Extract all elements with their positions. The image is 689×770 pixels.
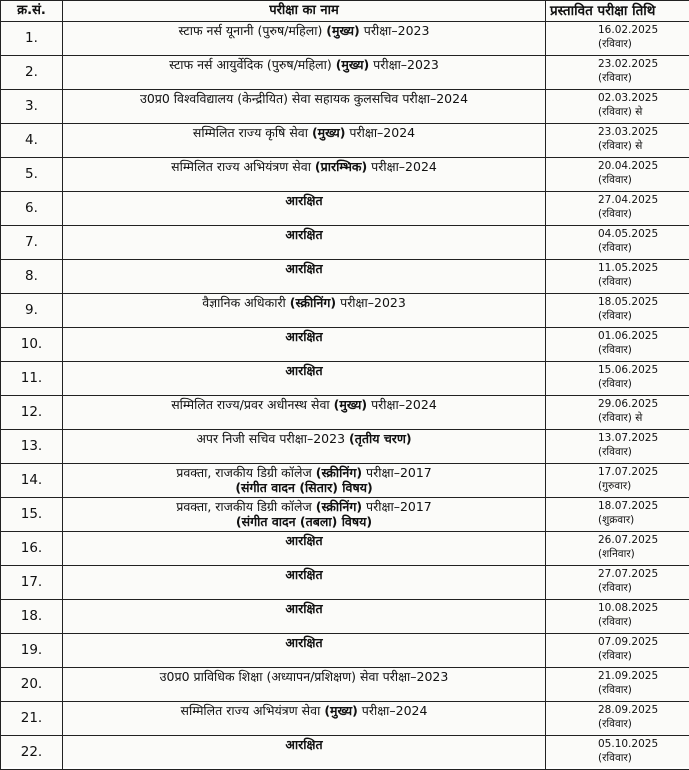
exam-name-text: उ0प्र0 विश्वविद्यालय (केन्द्रीयित) सेवा सहायक कुलसचिव परीक्षा–2024 — [140, 91, 468, 106]
exam-name — [63, 192, 546, 226]
exam-name-line — [160, 669, 449, 684]
exam-name-text: परीक्षा–2024 — [367, 397, 437, 412]
reserved-label: आरक्षित — [285, 227, 322, 242]
exam-name-emphasis: (मुख्य) — [336, 57, 369, 72]
table-row — [1, 430, 689, 464]
exam-name — [63, 90, 546, 124]
table-row — [1, 226, 689, 260]
exam-date: 18.05.2025 — [598, 295, 689, 309]
serial-number: 18. — [1, 600, 63, 634]
exam-name-emphasis: (मुख्य) — [312, 125, 345, 140]
exam-day: (रविवार) — [598, 683, 689, 697]
exam-date: 23.02.2025 — [598, 57, 689, 71]
table-row — [1, 498, 689, 532]
exam-name — [63, 634, 546, 668]
exam-name-line — [176, 465, 432, 480]
exam-name — [63, 566, 546, 600]
serial-number: 14. — [1, 464, 63, 498]
exam-subject: (संगीत वादन (सितार) विषय) — [63, 480, 545, 495]
exam-date-cell — [546, 464, 689, 498]
table-row — [1, 124, 689, 158]
exam-date-cell — [546, 226, 689, 260]
exam-name — [63, 328, 546, 362]
serial-number: 19. — [1, 634, 63, 668]
exam-day: (रविवार) — [598, 581, 689, 595]
table-row — [1, 294, 689, 328]
exam-date-cell — [546, 498, 689, 532]
reserved-label: आरक्षित — [285, 533, 322, 548]
exam-day: (रविवार) — [598, 615, 689, 629]
exam-name-text: सम्मिलित राज्य अभियंत्रण सेवा — [181, 703, 325, 718]
exam-name — [63, 396, 546, 430]
exam-date: 26.07.2025 — [598, 533, 689, 547]
exam-date-cell — [546, 362, 689, 396]
exam-name-emphasis: (मुख्य) — [334, 397, 367, 412]
table-row — [1, 362, 689, 396]
exam-date-cell — [546, 158, 689, 192]
exam-date: 17.07.2025 — [598, 465, 689, 479]
exam-subject: (संगीत वादन (तबला) विषय) — [63, 514, 545, 529]
table-row — [1, 702, 689, 736]
exam-day: (रविवार) — [598, 309, 689, 323]
exam-name-emphasis: (तृतीय चरण) — [349, 431, 412, 446]
exam-date: 10.08.2025 — [598, 601, 689, 615]
exam-day: (रविवार) — [598, 717, 689, 731]
exam-date: 05.10.2025 — [598, 737, 689, 751]
exam-day: (रविवार) — [598, 241, 689, 255]
exam-date-cell — [546, 90, 689, 124]
exam-date: 11.05.2025 — [598, 261, 689, 275]
exam-day: (रविवार) से — [598, 411, 689, 425]
exam-day: (रविवार) — [598, 207, 689, 221]
exam-day: (गुरुवार) — [598, 479, 689, 493]
exam-date: 29.06.2025 — [598, 397, 689, 411]
serial-number: 9. — [1, 294, 63, 328]
exam-day: (रविवार) — [598, 37, 689, 51]
exam-date-cell — [546, 396, 689, 430]
serial-number: 22. — [1, 736, 63, 770]
exam-date-cell — [546, 124, 689, 158]
serial-number: 13. — [1, 430, 63, 464]
exam-name — [63, 124, 546, 158]
exam-name — [63, 56, 546, 90]
exam-name — [63, 362, 546, 396]
exam-name-line — [179, 23, 430, 38]
reserved-label: आरक्षित — [285, 261, 322, 276]
exam-name-text: परीक्षा–2023 — [360, 23, 430, 38]
serial-number: 1. — [1, 22, 63, 56]
exam-name — [63, 22, 546, 56]
serial-number: 10. — [1, 328, 63, 362]
exam-day: (रविवार) — [598, 275, 689, 289]
exam-date-cell — [546, 532, 689, 566]
exam-name — [63, 498, 546, 532]
exam-name-text: परीक्षा–2024 — [367, 159, 437, 174]
exam-date: 20.04.2025 — [598, 159, 689, 173]
serial-number: 6. — [1, 192, 63, 226]
exam-date: 16.02.2025 — [598, 23, 689, 37]
exam-name-emphasis: (स्क्रीनिंग) — [316, 465, 362, 480]
serial-number: 20. — [1, 668, 63, 702]
reserved-label: आरक्षित — [285, 329, 322, 344]
exam-name — [63, 600, 546, 634]
exam-name-text: वैज्ञानिक अधिकारी — [202, 295, 290, 310]
exam-date: 27.07.2025 — [598, 567, 689, 581]
exam-name-emphasis: (स्क्रीनिंग) — [316, 499, 362, 514]
exam-day: (रविवार) — [598, 343, 689, 357]
exam-name-text: अपर निजी सचिव परीक्षा–2023 — [196, 431, 349, 446]
serial-number: 5. — [1, 158, 63, 192]
exam-name-text: सम्मिलित राज्य/प्रवर अधीनस्थ सेवा — [171, 397, 333, 412]
exam-date-cell — [546, 260, 689, 294]
exam-day: (रविवार) — [598, 649, 689, 663]
exam-name — [63, 532, 546, 566]
header-serial-number: क्र.सं. — [1, 1, 63, 22]
table-row — [1, 464, 689, 498]
reserved-label: आरक्षित — [285, 193, 322, 208]
exam-name-text: सम्मिलित राज्य अभियंत्रण सेवा — [171, 159, 315, 174]
exam-name — [63, 226, 546, 260]
table-row — [1, 22, 689, 56]
table-row — [1, 158, 689, 192]
exam-day: (रविवार) — [598, 173, 689, 187]
serial-number: 11. — [1, 362, 63, 396]
table-row — [1, 328, 689, 362]
exam-name-line — [181, 703, 428, 718]
serial-number: 3. — [1, 90, 63, 124]
exam-name-line — [193, 125, 415, 140]
reserved-label: आरक्षित — [285, 635, 322, 650]
serial-number: 21. — [1, 702, 63, 736]
table-row — [1, 56, 689, 90]
table-row — [1, 668, 689, 702]
exam-day: (रविवार) से — [598, 139, 689, 153]
exam-name-text: प्रवक्ता, राजकीय डिग्री कॉलेज — [176, 465, 316, 480]
serial-number: 8. — [1, 260, 63, 294]
reserved-label: आरक्षित — [285, 567, 322, 582]
exam-name-line — [196, 431, 411, 446]
exam-date-cell — [546, 22, 689, 56]
exam-name-line — [171, 397, 437, 412]
serial-number: 15. — [1, 498, 63, 532]
table-row — [1, 260, 689, 294]
exam-name-text: प्रवक्ता, राजकीय डिग्री कॉलेज — [176, 499, 316, 514]
table-row — [1, 736, 689, 770]
reserved-label: आरक्षित — [285, 363, 322, 378]
serial-number: 2. — [1, 56, 63, 90]
exam-date-cell — [546, 600, 689, 634]
exam-name-emphasis: (स्क्रीनिंग) — [290, 295, 336, 310]
exam-name — [63, 430, 546, 464]
table-row — [1, 634, 689, 668]
exam-name — [63, 668, 546, 702]
exam-name-emphasis: (मुख्य) — [326, 23, 359, 38]
exam-day: (शनिवार) — [598, 547, 689, 561]
exam-name — [63, 736, 546, 770]
exam-day: (शुक्रवार) — [598, 513, 689, 527]
exam-date: 27.04.2025 — [598, 193, 689, 207]
table-row — [1, 566, 689, 600]
exam-name-emphasis: (मुख्य) — [324, 703, 357, 718]
exam-date-cell — [546, 736, 689, 770]
serial-number: 12. — [1, 396, 63, 430]
exam-date-cell — [546, 702, 689, 736]
serial-number: 17. — [1, 566, 63, 600]
exam-name-text: परीक्षा–2023 — [369, 57, 439, 72]
exam-date-cell — [546, 668, 689, 702]
exam-date-cell — [546, 566, 689, 600]
exam-day: (रविवार) — [598, 445, 689, 459]
exam-name-line — [176, 499, 432, 514]
exam-date-cell — [546, 634, 689, 668]
exam-name — [63, 702, 546, 736]
header-proposed-date: प्रस्तावित परीक्षा तिथि — [546, 1, 689, 22]
exam-name — [63, 260, 546, 294]
exam-name-text: परीक्षा–2017 — [362, 465, 432, 480]
exam-name — [63, 158, 546, 192]
exam-name-line — [202, 295, 406, 310]
exam-date-cell — [546, 430, 689, 464]
table-row — [1, 90, 689, 124]
exam-day: (रविवार) — [598, 71, 689, 85]
serial-number: 16. — [1, 532, 63, 566]
exam-name-text: परीक्षा–2023 — [336, 295, 406, 310]
exam-day: (रविवार) — [598, 751, 689, 765]
exam-name-text: परीक्षा–2024 — [345, 125, 415, 140]
table-row — [1, 532, 689, 566]
exam-date: 28.09.2025 — [598, 703, 689, 717]
exam-date-cell — [546, 328, 689, 362]
exam-name-text: स्टाफ नर्स आयुर्वेदिक (पुरुष/महिला) — [169, 57, 336, 72]
exam-name-text: सम्मिलित राज्य कृषि सेवा — [193, 125, 312, 140]
table-row — [1, 396, 689, 430]
exam-name-line — [169, 57, 439, 72]
header-row — [1, 1, 689, 22]
exam-date: 23.03.2025 — [598, 125, 689, 139]
exam-date: 01.06.2025 — [598, 329, 689, 343]
exam-name-line — [171, 159, 437, 174]
table-row — [1, 192, 689, 226]
exam-date: 13.07.2025 — [598, 431, 689, 445]
exam-day: (रविवार) — [598, 377, 689, 391]
header-exam-name: परीक्षा का नाम — [63, 1, 546, 22]
table-row — [1, 600, 689, 634]
reserved-label: आरक्षित — [285, 601, 322, 616]
exam-date: 18.07.2025 — [598, 499, 689, 513]
exam-name — [63, 294, 546, 328]
exam-date: 21.09.2025 — [598, 669, 689, 683]
exam-name — [63, 464, 546, 498]
exam-date: 04.05.2025 — [598, 227, 689, 241]
exam-date-cell — [546, 192, 689, 226]
exam-name-emphasis: (प्रारम्भिक) — [315, 159, 367, 174]
reserved-label: आरक्षित — [285, 737, 322, 752]
exam-name-text: परीक्षा–2017 — [362, 499, 432, 514]
exam-date-cell — [546, 294, 689, 328]
exam-date: 02.03.2025 — [598, 91, 689, 105]
serial-number: 7. — [1, 226, 63, 260]
exam-date-cell — [546, 56, 689, 90]
exam-name-text: परीक्षा–2024 — [358, 703, 428, 718]
exam-name-line — [140, 91, 468, 106]
exam-day: (रविवार) से — [598, 105, 689, 119]
exam-name-text: स्टाफ नर्स यूनानी (पुरुष/महिला) — [179, 23, 327, 38]
exam-date: 07.09.2025 — [598, 635, 689, 649]
exam-date: 15.06.2025 — [598, 363, 689, 377]
serial-number: 4. — [1, 124, 63, 158]
exam-name-text: उ0प्र0 प्राविधिक शिक्षा (अध्यापन/प्रशिक्षण) सेवा परीक्षा–2023 — [160, 669, 449, 684]
